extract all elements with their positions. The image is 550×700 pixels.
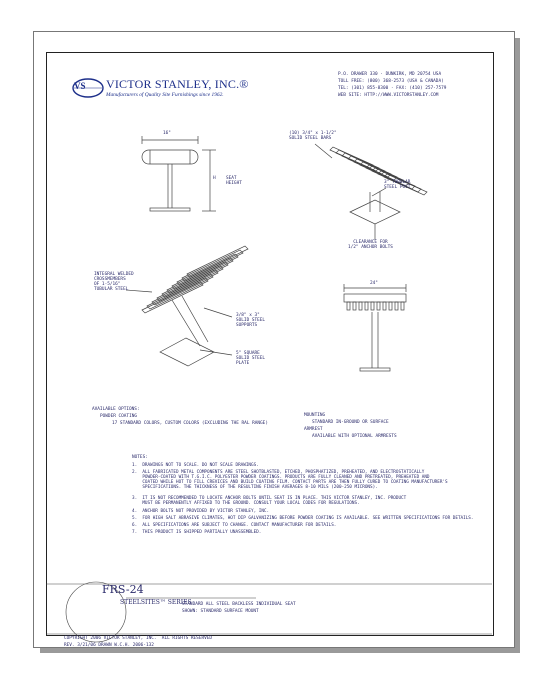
- front-width-dimension: 16": [163, 131, 171, 136]
- company-name: VICTOR STANLEY, INC.®: [106, 77, 249, 91]
- bar-end: [377, 302, 380, 310]
- note-item: 2. ALL FABRICATED METAL COMPONENTS ARE STEEL SHOTBLASTED, ETCHED, PHOSPHATIZED, PREHEATED, AND ELECTROSTATICALLY POWDER-COATED WITH T.G.I.C. POLYESTER POWDER COATINGS. PRODUCTS ARE FULLY CLEANED AND PRETREATED, PREHEATED AND COATED WHILE HOT TO FILL CREVICES AND BUILD COATING FILM. CONTACT PARTS ARE THEN FULLY CURED TO COATING MANUFACTURER'S SPECIFICATIONS. THE THICKNESS OF THE RESULTING FINISH AVERAGES 8-10 MILS (200-250 MICRONS).: [132, 470, 448, 491]
- note-item: 6. ALL SPECIFICATIONS ARE SUBJECT TO CHANGE. CONTACT MANUFACTURER FOR DETAILS.: [132, 523, 337, 528]
- revision-info: REV. 3/21/06 DRAWN W.C.H. 2006-132: [64, 643, 154, 648]
- note-item: 5. FOR HIGH SALT ABRASIVE CLIMATES, HOT DIP GALVANIZING BEFORE POWDER COATING IS AVAILABLE. SEE WRITTEN SPECIFICATIONS FOR DETAILS.: [132, 516, 474, 521]
- crossmembers-callout: INTEGRAL WELDED CROSSMEMBERS OF 1-5/16" TUBULAR STEEL: [94, 272, 134, 293]
- bar-end: [383, 302, 386, 310]
- address-line-2: TOLL FREE: (800) 368-2573 (USA & CANADA): [338, 79, 444, 84]
- seat-bar: [354, 159, 397, 180]
- bar-end: [365, 302, 368, 310]
- seat-height-label: SEAT HEIGHT: [226, 176, 242, 187]
- bar-end: [395, 302, 398, 310]
- model-number: FRS-24: [102, 583, 144, 596]
- seat-bar: [348, 156, 391, 177]
- bar-end: [371, 302, 374, 310]
- bar-end: [353, 302, 356, 310]
- address-line-4: WEB SITE: HTTP://WWW.VICTORSTANLEY.COM: [338, 93, 439, 98]
- seat-height-dimension: H: [213, 176, 216, 181]
- bar-end: [359, 302, 362, 310]
- seat-bar: [342, 153, 385, 174]
- front-elevation-view: [142, 136, 216, 211]
- bar-end: [347, 302, 350, 310]
- underside-view: [126, 246, 248, 366]
- clearance-callout: CLEARANCE FOR 1/2" ANCHOR BOLTS: [348, 240, 393, 251]
- side-width-dimension: 24": [370, 281, 378, 286]
- note-item: 1. DRAWINGS NOT TO SCALE. DO NOT SCALE DRAWINGS.: [132, 463, 259, 468]
- product-description: STANDARD ALL STEEL BACKLESS INDIVIDUAL SEAT: [182, 602, 296, 607]
- logo-mark: VS: [74, 81, 86, 91]
- series-name: STEELSITES™ SERIES: [120, 599, 192, 606]
- company-tagline: Manufacturers of Quality Site Furnishings since 1962.: [106, 92, 224, 98]
- address-line-3: TEL: (301) 855-8300 · FAX: (410) 257-7579: [338, 86, 447, 91]
- plate-callout: 5" SQUARE SOLID STEEL PLATE: [236, 351, 266, 367]
- side-elevation-view: [344, 284, 406, 371]
- seat-bar: [336, 150, 379, 171]
- bars-callout: (10) 3/4" x 1-1/2" SOLID STEEL BARS: [289, 131, 337, 142]
- seat-bar: [330, 147, 373, 168]
- note-item: 7. THIS PRODUCT IS SHIPPED PARTIALLY UNASSEMBLED.: [132, 530, 262, 535]
- notes-heading: NOTES:: [132, 455, 148, 460]
- armrest-heading: ARMREST: [304, 427, 323, 432]
- product-shown: SHOWN: STANDARD SURFACE MOUNT: [182, 609, 259, 614]
- note-item: 3. IT IS NOT RECOMMENDED TO LOCATE ANCHOR BOLTS UNTIL SEAT IS IN PLACE. THIS VICTOR STANLEY, INC. PRODUCT MUST BE PERMANENTLY AFFIXED TO THE GROUND. CONSULT YOUR LOCAL CODES FOR REGULATIONS.: [132, 496, 407, 507]
- isometric-view: [315, 144, 427, 240]
- note-item: 4. ANCHOR BOLTS NOT PROVIDED BY VICTOR STANLEY, INC.: [132, 509, 270, 514]
- options-heading: AVAILABLE OPTIONS:: [92, 407, 140, 412]
- address-line-1: P.O. DRAWER 330 · DUNKIRK, MD 20754 USA: [338, 72, 442, 77]
- supports-callout: 3/8" x 3" SOLID STEEL SUPPORTS: [236, 313, 266, 329]
- coating-heading: POWDER COATING: [100, 414, 138, 419]
- armrest-detail: AVAILABLE WITH OPTIONAL ARMRESTS: [312, 434, 397, 439]
- copyright: COPYRIGHT 2006 VICTOR STANLEY, INC. ALL RIGHTS RESERVED: [64, 636, 213, 641]
- mounting-heading: MOUNTING: [304, 413, 326, 418]
- mounting-detail: STANDARD IN-GROUND OR SURFACE: [312, 420, 389, 425]
- coating-detail: 17 STANDARD COLORS, CUSTOM COLORS (EXCLUDING THE RAL RANGE): [112, 421, 268, 426]
- bar-end: [389, 302, 392, 310]
- post-callout: 3" TUBULAR STEEL POST: [384, 180, 411, 191]
- bar-end: [401, 302, 404, 310]
